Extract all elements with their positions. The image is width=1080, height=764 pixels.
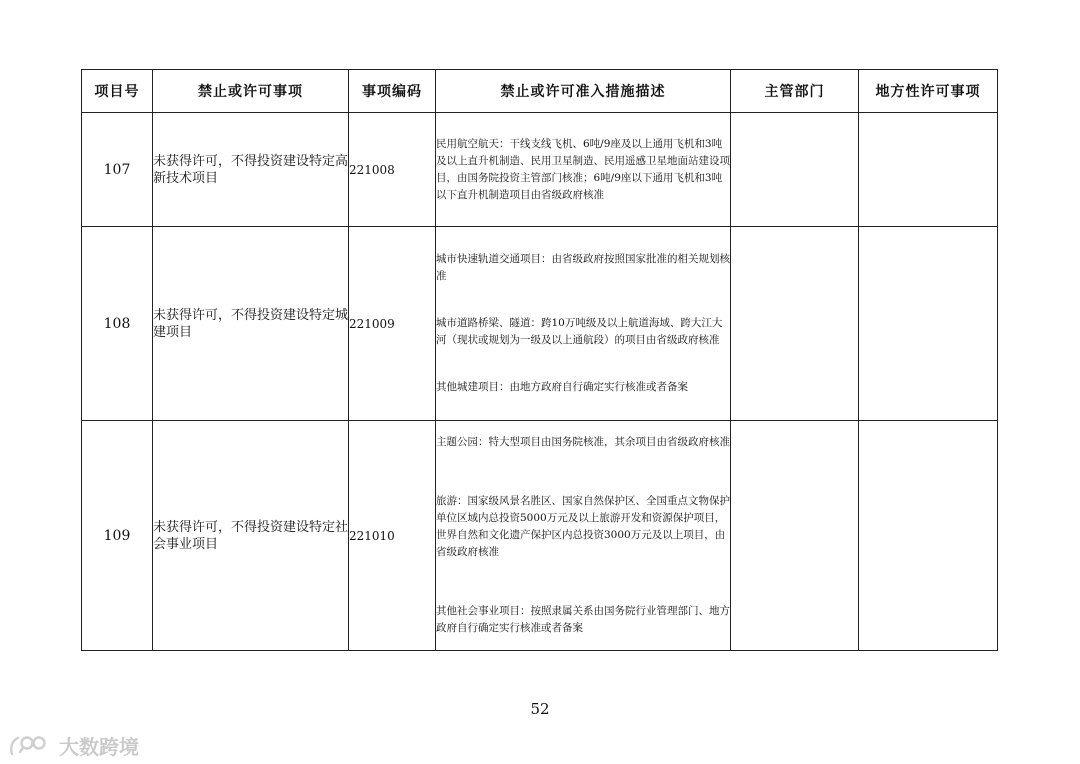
description-paragraph: 民用航空航天：干线支线飞机、6吨/9座及以上通用飞机和3吨及以上直升机制造、民用卫星制造、民用遥感卫星地面站建设项目，由国务院投资主管部门核准；6吨/9座以下通用飞机和3吨以下直升机制造项目由省级政府核准 xyxy=(436,137,730,201)
table-row xyxy=(82,113,998,227)
row-code: 221008 xyxy=(349,113,436,227)
page-number: 52 xyxy=(530,700,550,718)
description-paragraph: 旅游：国家级风景名胜区、国家自然保护区、全国重点文物保护单位区域内总投资5000万元及以上旅游开发和资源保护项目，世界自然和文化遗产保护区内总投资3000万元及以上项目，由省级政府核准 xyxy=(436,495,730,558)
header-local-license: 地方性许可事项 xyxy=(859,70,998,113)
row-department xyxy=(731,113,859,227)
header-item-number: 项目号 xyxy=(82,70,153,113)
description-paragraph: 城市道路桥梁、隧道：跨10万吨级及以上航道海域、跨大江大河（现状或规划为一级及以上通航段）的项目由省级政府核准 xyxy=(436,317,723,346)
description-paragraph: 主题公园：特大型项目由国务院核准，其余项目由省级政府核准 xyxy=(436,436,730,448)
row-description xyxy=(436,227,731,421)
row-local-license xyxy=(859,227,998,421)
row-description xyxy=(436,421,731,651)
row-code: 221009 xyxy=(349,227,436,421)
row-description xyxy=(436,113,731,227)
speech-bubble-logo-icon xyxy=(8,734,56,758)
row-item: 未获得许可，不得投资建设特定高新技术项目 xyxy=(153,113,349,227)
row-item: 未获得许可，不得投资建设特定社会事业项目 xyxy=(153,421,349,651)
description-paragraph: 城市快速轨道交通项目：由省级政府按照国家批准的相关规划核准 xyxy=(436,253,730,282)
row-department xyxy=(731,227,859,421)
row-department xyxy=(731,421,859,651)
watermark-text: 大数跨境 xyxy=(59,735,139,759)
permit-table xyxy=(81,69,998,651)
row-code: 221010 xyxy=(349,421,436,651)
header-department: 主管部门 xyxy=(731,70,859,113)
description-paragraph: 其他城建项目：由地方政府自行确定实行核准或者备案 xyxy=(436,381,688,393)
row-number: 107 xyxy=(82,113,153,227)
header-code: 事项编码 xyxy=(349,70,436,113)
watermark xyxy=(8,731,139,760)
row-local-license xyxy=(859,113,998,227)
table-row xyxy=(82,421,998,651)
row-number: 109 xyxy=(82,421,153,651)
table-row xyxy=(82,227,998,421)
row-number: 108 xyxy=(82,227,153,421)
header-item: 禁止或许可事项 xyxy=(153,70,349,113)
table-header-row xyxy=(82,70,998,113)
description-paragraph: 其他社会事业项目：按照隶属关系由国务院行业管理部门、地方政府自行确定实行核准或者备案 xyxy=(436,605,730,634)
header-description: 禁止或许可准入措施描述 xyxy=(436,70,731,113)
row-local-license xyxy=(859,421,998,651)
row-item: 未获得许可，不得投资建设特定城建项目 xyxy=(153,227,349,421)
